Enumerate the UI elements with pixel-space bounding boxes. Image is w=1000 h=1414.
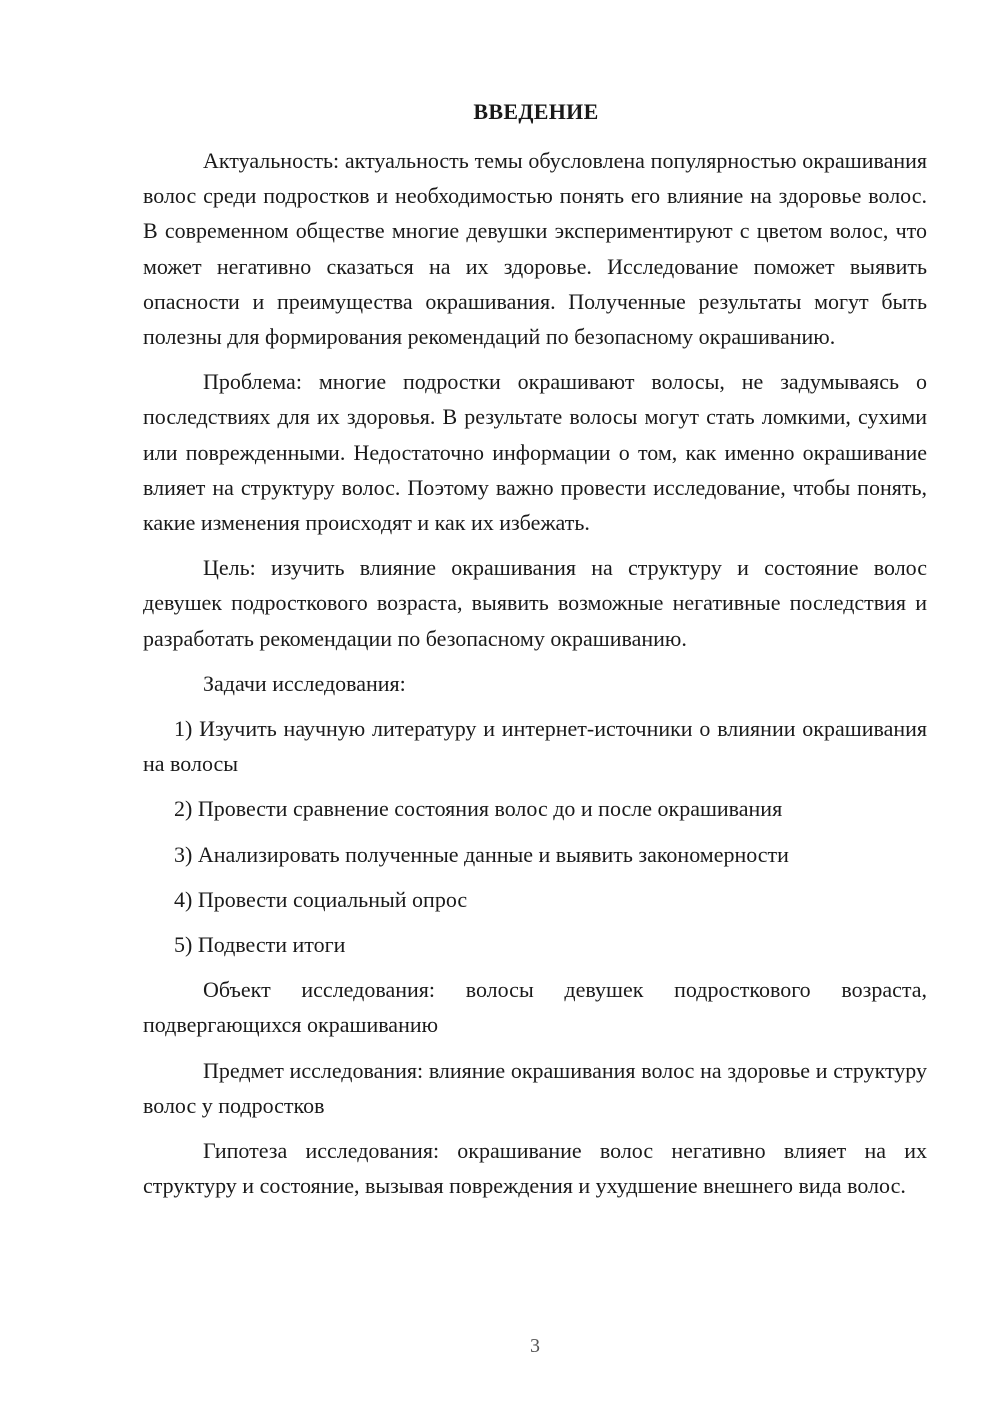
task-item-4: 4) Провести социальный опрос: [174, 886, 468, 912]
page-title: ВВЕДЕНИЕ: [473, 99, 599, 124]
relevance-paragraph: Актуальность: актуальность темы обусловлена популярностью окрашивания волос среди подростков и необходимостью понять его влияние на здоровье волос. В современном обществе многие девушки экспериментируют с цветом волос, что может негативно сказаться на их здоровье. Исследование поможет выявить опасности и преимущества окрашивания. Полученные результаты могут быть полезны для формирования рекомендаций по безопасному окрашиванию.: [143, 148, 927, 350]
page-number: 3: [530, 1335, 540, 1357]
subject-paragraph: Предмет исследования: влияние окрашивания волос на здоровье и структуру волос у подростков: [143, 1057, 927, 1118]
document-body: [143, 143, 927, 1203]
task-item-5: 5) Подвести итоги: [174, 932, 346, 958]
task-item-3: 3) Анализировать полученные данные и выявить закономерности: [174, 841, 789, 867]
tasks-heading: Задачи исследования:: [203, 670, 406, 696]
object-paragraph: Объект исследования: волосы девушек подросткового возраста, подвергающихся окрашиванию: [143, 977, 927, 1038]
task-item-2: 2) Провести сравнение состояния волос до и после окрашивания: [174, 796, 783, 822]
goal-paragraph: Цель: изучить влияние окрашивания на структуру и состояние волос девушек подросткового возраста, выявить возможные негативные последствия и разработать рекомендации по безопасному окрашиванию.: [143, 555, 927, 651]
hypothesis-paragraph: Гипотеза исследования: окрашивание волос негативно влияет на их структуру и состояние, вызывая повреждения и ухудшение внешнего вида волос.: [143, 1138, 927, 1199]
task-item-1: 1) Изучить научную литературу и интернет-источники о влиянии окрашивания на волосы: [143, 716, 927, 777]
problem-paragraph: Проблема: многие подростки окрашивают волосы, не задумываясь о последствиях для их здоровья. В результате волосы могут стать ломкими, сухими или поврежденными. Недостаточно информации о том, как именно окрашивание влияет на структуру волос. Поэтому важно провести исследование, чтобы понять, какие изменения происходят и как их избежать.: [143, 369, 927, 536]
